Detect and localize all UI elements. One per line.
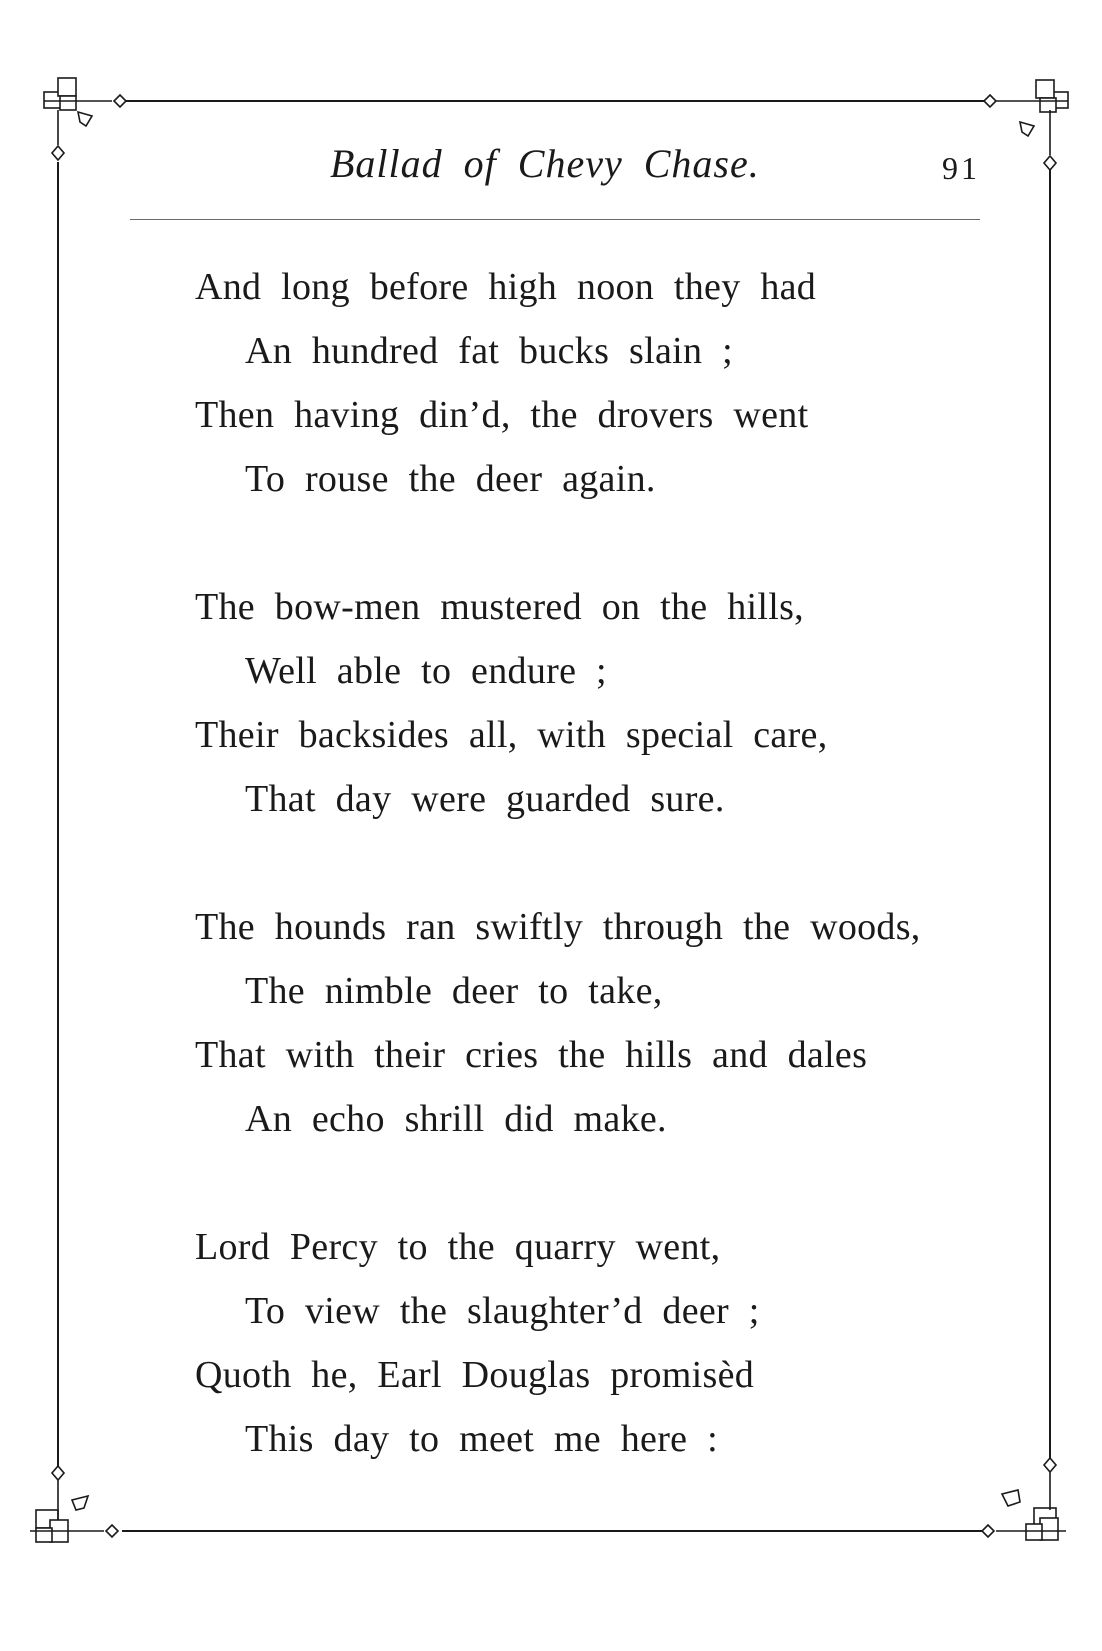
corner-ornament-top-left [44,78,126,160]
stanza [195,1215,995,1471]
verse-line: Their backsides all, with special care, [195,714,828,756]
corner-ornament-bottom-left [30,1466,118,1542]
verse-line: Then having din’d, the drovers went [195,394,809,436]
corner-ornament-top-right [984,80,1068,170]
verse-line: And long before high noon they had [195,266,817,308]
verse-line: To view the slaughter’d deer ; [245,1290,760,1332]
verse-line: Lord Percy to the quarry went, [195,1226,721,1268]
poem-body [195,255,995,1535]
verse-line: The nimble deer to take, [245,970,663,1012]
verse-line: This day to meet me here : [245,1418,718,1460]
running-title: Ballad of Chevy Chase. [330,141,760,186]
verse-line: The bow-men mustered on the hills, [195,586,804,628]
verse-line: An echo shrill did make. [245,1098,667,1140]
verse-line: Well able to endure ; [245,650,607,692]
stanza [195,895,995,1151]
stanza [195,575,995,831]
stanza [195,255,995,511]
verse-line: That with their cries the hills and dales [195,1034,868,1076]
page-number: 91 [942,150,980,186]
verse-line: That day were guarded sure. [245,778,725,820]
verse-line: Quoth he, Earl Douglas promisèd [195,1354,755,1396]
verse-line: To rouse the deer again. [245,458,656,500]
verse-line: An hundred fat bucks slain ; [245,330,733,372]
verse-line: The hounds ran swiftly through the woods, [195,906,921,948]
header-rule [130,219,980,220]
